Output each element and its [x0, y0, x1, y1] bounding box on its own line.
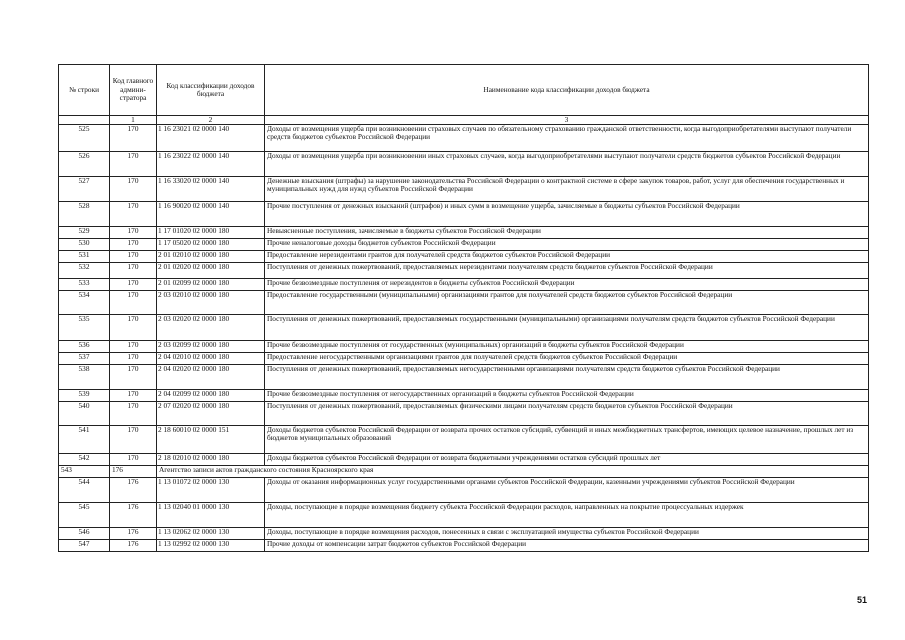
table-row [59, 152, 869, 177]
admin-code: 170 [110, 426, 157, 454]
code-name: Доходы от оказания информационных услуг государственными органами субъектов Российской Федерации, казенными учреждениями субъектов Российской Федерации [265, 478, 869, 503]
classification-code: 1 13 02040 01 0000 130 [157, 503, 265, 528]
admin-code: 176 [110, 478, 157, 503]
classification-code: 2 01 02020 02 0000 180 [157, 263, 265, 279]
code-name: Прочие поступления от денежных взысканий (штрафов) и иных сумм в возмещение ущерба, зачисляемые в бюджеты субъектов Российской Федерации [265, 202, 869, 227]
code-name: Доходы бюджетов субъектов Российской Федерации от возврата бюджетными учреждениями остатков субсидий прошлых лет [265, 454, 869, 466]
classification-code: 1 13 02062 02 0000 130 [157, 528, 265, 540]
group-row [59, 466, 869, 478]
table-header [59, 65, 869, 125]
column-number-row [59, 116, 869, 125]
table-row [59, 365, 869, 390]
admin-code: 170 [110, 390, 157, 402]
header-classification-code: Код классификации доходов бюджета [157, 65, 265, 116]
table-row [59, 478, 869, 503]
revenue-classification-table [58, 64, 869, 552]
table-body [59, 125, 869, 552]
classification-code: 2 04 02020 02 0000 180 [157, 365, 265, 390]
classification-code: 2 03 02099 02 0000 180 [157, 341, 265, 353]
row-number: 537 [59, 353, 110, 365]
code-name: Поступления от денежных пожертвований, предоставляемых нерезидентами получателям средств бюджетов субъектов Российской Федерации [265, 263, 869, 279]
admin-code: 170 [110, 341, 157, 353]
code-name: Предоставление нерезидентами грантов для получателей средств бюджетов субъектов Российской Федерации [265, 251, 869, 263]
code-name: Прочие неналоговые доходы бюджетов субъектов Российской Федерации [265, 239, 869, 251]
table-row [59, 426, 869, 454]
table-row [59, 503, 869, 528]
header-row-number: № строки [59, 65, 110, 116]
classification-code: 1 17 05020 02 0000 180 [157, 239, 265, 251]
code-name: Доходы от возмещения ущерба при возникновении страховых случаев по обязательному страхованию гражданской ответственности, когда выгодоприобретателями выступают получатели средств бюджетов субъектов Российской Федерации [265, 125, 869, 152]
table-row [59, 125, 869, 152]
table-row [59, 263, 869, 279]
classification-code: 2 03 02010 02 0000 180 [157, 291, 265, 315]
code-name: Доходы от возмещения ущерба при возникновении иных страховых случаев, когда выгодоприобретателями выступают получатели средств бюджетов субъектов Российской Федерации [265, 152, 869, 177]
admin-code: 170 [110, 263, 157, 279]
admin-code: 176 [110, 503, 157, 528]
admin-code: 170 [110, 239, 157, 251]
code-name: Прочие безвозмездные поступления от государственных (муниципальных) организаций в бюджеты субъектов Российской Федерации [265, 341, 869, 353]
table-row [59, 251, 869, 263]
column-number [59, 116, 110, 125]
row-number: 536 [59, 341, 110, 353]
classification-code: 2 07 02020 02 0000 180 [157, 402, 265, 426]
classification-code: 2 04 02099 02 0000 180 [157, 390, 265, 402]
table-row [59, 291, 869, 315]
row-number: 547 [59, 540, 110, 552]
code-name: Поступления от денежных пожертвований, предоставляемых негосударственными организациями получателям средств бюджетов субъектов Российской Федерации [265, 365, 869, 390]
row-number: 545 [59, 503, 110, 528]
row-number: 525 [59, 125, 110, 152]
classification-code: 2 03 02020 02 0000 180 [157, 315, 265, 341]
admin-code: 170 [110, 454, 157, 466]
row-number: 535 [59, 315, 110, 341]
row-number: 539 [59, 390, 110, 402]
classification-code: 2 18 02010 02 0000 180 [157, 454, 265, 466]
code-name: Предоставление негосударственными организациями грантов для получателей средств бюджетов субъектов Российской Федерации [265, 353, 869, 365]
row-number: 530 [59, 239, 110, 251]
code-name: Поступления от денежных пожертвований, предоставляемых государственными (муниципальными) организациями получателям средств бюджетов субъектов Российской Федерации [265, 315, 869, 341]
admin-code: 170 [110, 291, 157, 315]
admin-code: 170 [110, 365, 157, 390]
admin-code: 170 [110, 315, 157, 341]
code-name: Доходы, поступающие в порядке возмещения бюджету субъекта Российской Федерации расходов, направленных на покрытие процессуальных издержек [265, 503, 869, 528]
group-title: Агентство записи актов гражданского состояния Красноярского края [157, 466, 869, 478]
admin-code: 170 [110, 279, 157, 291]
classification-code: 2 01 02099 02 0000 180 [157, 279, 265, 291]
code-name: Денежные взыскания (штрафы) за нарушение законодательства Российской Федерации о контрактной системе в сфере закупок товаров, работ, услуг для обеспечения государственных и муниципальных нужд для нужд субъектов Российской Федерации [265, 177, 869, 202]
row-number: 541 [59, 426, 110, 454]
row-number: 532 [59, 263, 110, 279]
table-row [59, 177, 869, 202]
admin-code: 176 [110, 466, 157, 478]
classification-code: 1 13 01072 02 0000 130 [157, 478, 265, 503]
row-number: 533 [59, 279, 110, 291]
code-name: Невыясненные поступления, зачисляемые в бюджеты субъектов Российской Федерации [265, 227, 869, 239]
admin-code: 170 [110, 227, 157, 239]
admin-code: 170 [110, 402, 157, 426]
column-number: 3 [265, 116, 869, 125]
table-row [59, 528, 869, 540]
code-name: Прочие доходы от компенсации затрат бюджетов субъектов Российской Федерации [265, 540, 869, 552]
row-number: 531 [59, 251, 110, 263]
admin-code: 176 [110, 540, 157, 552]
code-name: Прочие безвозмездные поступления от нерезидентов в бюджеты субъектов Российской Федерации [265, 279, 869, 291]
table-row [59, 402, 869, 426]
row-number: 527 [59, 177, 110, 202]
table-row [59, 353, 869, 365]
row-number: 546 [59, 528, 110, 540]
admin-code: 170 [110, 177, 157, 202]
code-name: Поступления от денежных пожертвований, предоставляемых физическими лицами получателям средств бюджетов субъектов Российской Федерации [265, 402, 869, 426]
code-name: Предоставление государственными (муниципальными) организациями грантов для получателей средств бюджетов субъектов Российской Федерации [265, 291, 869, 315]
column-number: 1 [110, 116, 157, 125]
row-number: 538 [59, 365, 110, 390]
table-row [59, 341, 869, 353]
row-number: 542 [59, 454, 110, 466]
classification-code: 1 13 02992 02 0000 130 [157, 540, 265, 552]
table-row [59, 279, 869, 291]
classification-code: 1 16 90020 02 0000 140 [157, 202, 265, 227]
admin-code: 170 [110, 125, 157, 152]
classification-code: 2 01 02010 02 0000 180 [157, 251, 265, 263]
table-row [59, 315, 869, 341]
code-name: Доходы, поступающие в порядке возмещения расходов, понесенных в связи с эксплуатацией имущества субъектов Российской Федерации [265, 528, 869, 540]
table-row [59, 454, 869, 466]
admin-code: 176 [110, 528, 157, 540]
header-code-name: Наименование кода классификации доходов бюджета [265, 65, 869, 116]
header-admin-code: Код главного админи-стратора [110, 65, 157, 116]
page-number: 51 [856, 595, 867, 605]
classification-code: 1 16 23022 02 0000 140 [157, 152, 265, 177]
row-number: 526 [59, 152, 110, 177]
admin-code: 170 [110, 251, 157, 263]
row-number: 540 [59, 402, 110, 426]
classification-code: 1 16 23021 02 0000 140 [157, 125, 265, 152]
row-number: 544 [59, 478, 110, 503]
row-number: 528 [59, 202, 110, 227]
table-row [59, 540, 869, 552]
row-number: 543 [59, 466, 110, 478]
table-row [59, 239, 869, 251]
code-name: Прочие безвозмездные поступления от негосударственных организаций в бюджеты субъектов Российской Федерации [265, 390, 869, 402]
classification-code: 1 17 01020 02 0000 180 [157, 227, 265, 239]
classification-code: 2 04 02010 02 0000 180 [157, 353, 265, 365]
admin-code: 170 [110, 202, 157, 227]
row-number: 529 [59, 227, 110, 239]
admin-code: 170 [110, 353, 157, 365]
admin-code: 170 [110, 152, 157, 177]
classification-code: 2 18 60010 02 0000 151 [157, 426, 265, 454]
row-number: 534 [59, 291, 110, 315]
column-number: 2 [157, 116, 265, 125]
table-row [59, 202, 869, 227]
table-row [59, 390, 869, 402]
classification-code: 1 16 33020 02 0000 140 [157, 177, 265, 202]
table-row [59, 227, 869, 239]
code-name: Доходы бюджетов субъектов Российской Федерации от возврата прочих остатков субсидий, субвенций и иных межбюджетных трансфертов, имеющих целевое назначение, прошлых лет из бюджетов муниципальных образований [265, 426, 869, 454]
